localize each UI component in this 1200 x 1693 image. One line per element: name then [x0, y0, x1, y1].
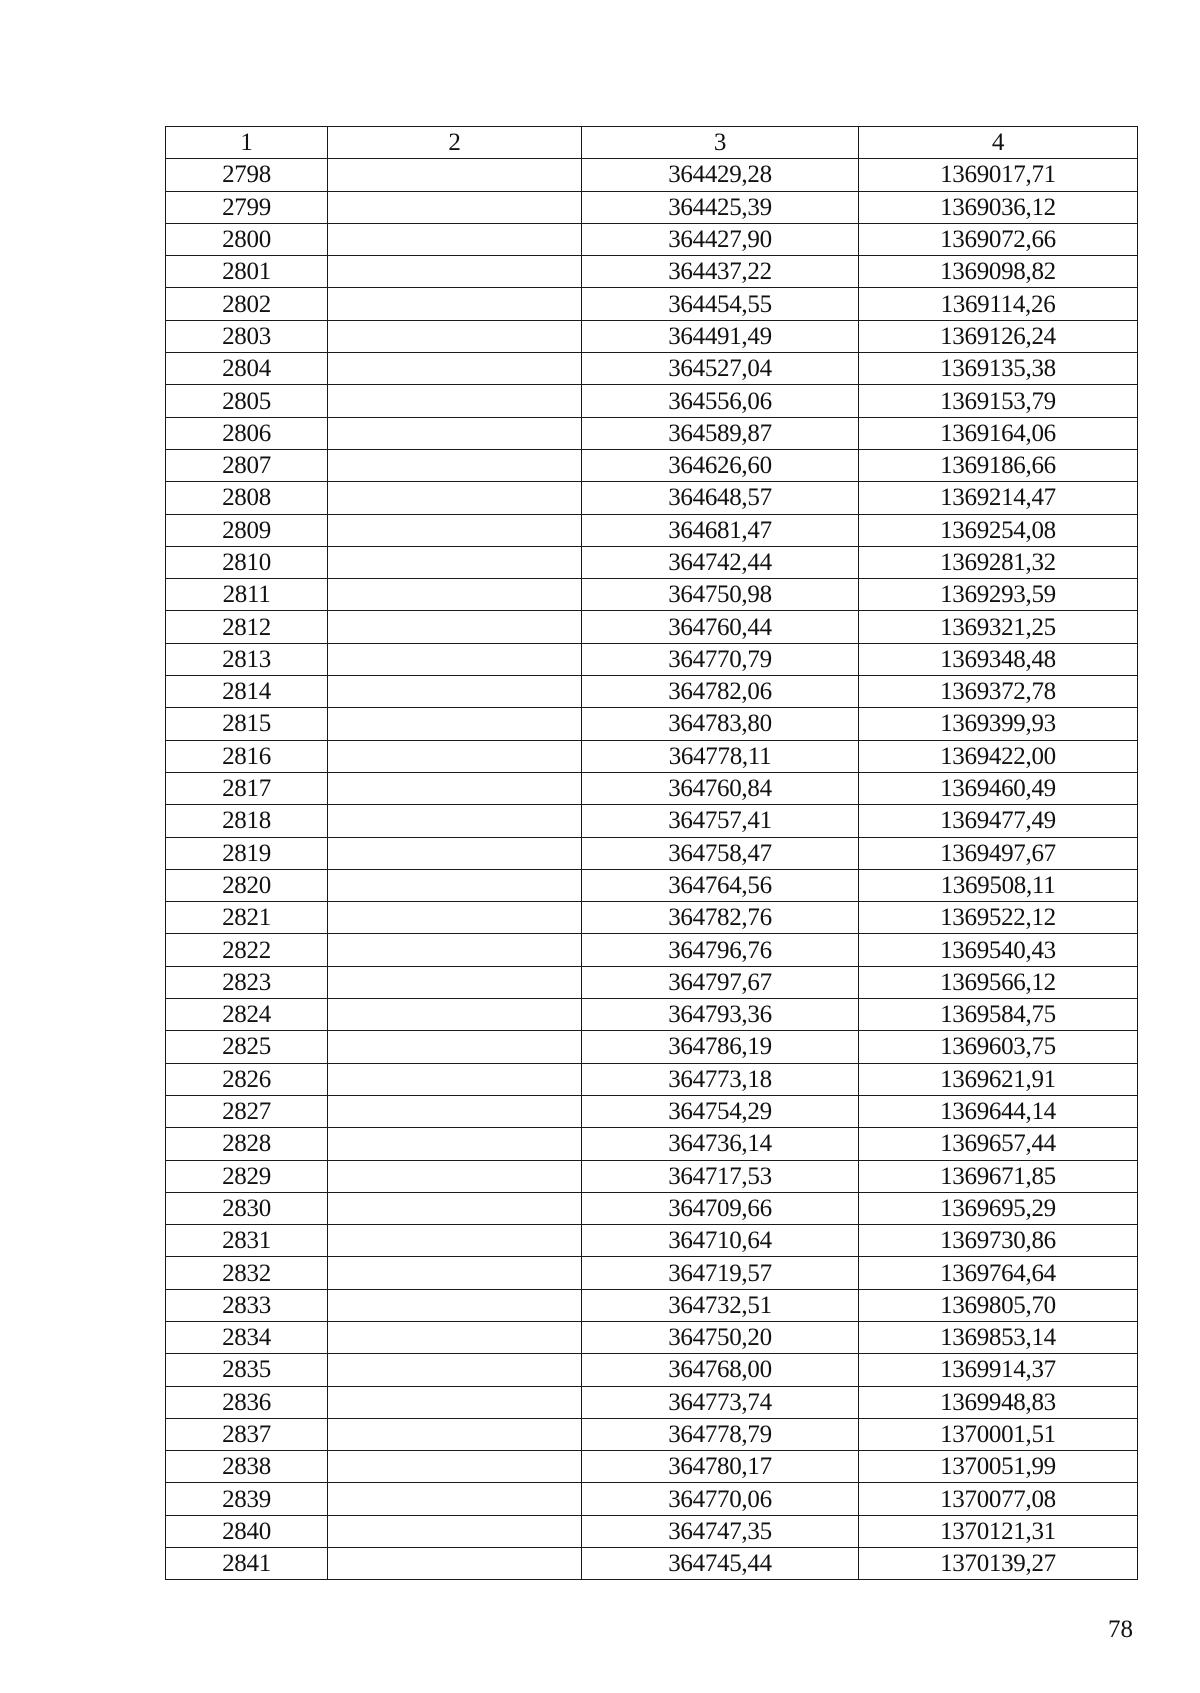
x-coordinate-cell: 364770,06 — [582, 1483, 859, 1515]
point-number-cell: 2818 — [166, 805, 328, 837]
point-number-cell: 2825 — [166, 1031, 328, 1063]
x-coordinate-cell: 364736,14 — [582, 1128, 859, 1160]
x-coordinate-cell: 364717,53 — [582, 1160, 859, 1192]
blank-cell — [328, 1386, 582, 1418]
blank-cell — [328, 740, 582, 772]
y-coordinate-cell: 1369695,29 — [859, 1192, 1138, 1224]
x-coordinate-cell: 364556,06 — [582, 385, 859, 417]
y-coordinate-cell: 1369853,14 — [859, 1321, 1138, 1353]
y-coordinate-cell: 1369540,43 — [859, 934, 1138, 966]
point-number-cell: 2819 — [166, 837, 328, 869]
point-number-cell: 2805 — [166, 385, 328, 417]
y-coordinate-cell: 1369098,82 — [859, 256, 1138, 288]
y-coordinate-cell: 1369214,47 — [859, 482, 1138, 514]
y-coordinate-cell: 1369036,12 — [859, 191, 1138, 223]
y-coordinate-cell: 1369422,00 — [859, 740, 1138, 772]
table-row — [166, 611, 1138, 643]
table-row — [166, 902, 1138, 934]
table-row — [166, 1354, 1138, 1386]
blank-cell — [328, 1225, 582, 1257]
table-row — [166, 1192, 1138, 1224]
y-coordinate-cell: 1370001,51 — [859, 1418, 1138, 1450]
point-number-cell: 2803 — [166, 320, 328, 352]
table-row — [166, 1515, 1138, 1547]
y-coordinate-cell: 1369254,08 — [859, 514, 1138, 546]
table-row — [166, 159, 1138, 191]
point-number-cell: 2837 — [166, 1418, 328, 1450]
x-coordinate-cell: 364797,67 — [582, 966, 859, 998]
coordinates-table — [165, 126, 1138, 1580]
y-coordinate-cell: 1369281,32 — [859, 546, 1138, 578]
blank-cell — [328, 353, 582, 385]
point-number-cell: 2801 — [166, 256, 328, 288]
blank-cell — [328, 999, 582, 1031]
y-coordinate-cell: 1370077,08 — [859, 1483, 1138, 1515]
y-coordinate-cell: 1369764,64 — [859, 1257, 1138, 1289]
point-number-cell: 2827 — [166, 1095, 328, 1127]
y-coordinate-cell: 1370139,27 — [859, 1548, 1138, 1580]
point-number-cell: 2813 — [166, 643, 328, 675]
blank-cell — [328, 1031, 582, 1063]
x-coordinate-cell: 364745,44 — [582, 1548, 859, 1580]
table-body — [166, 159, 1138, 1580]
point-number-cell: 2823 — [166, 966, 328, 998]
point-number-cell: 2808 — [166, 482, 328, 514]
blank-cell — [328, 514, 582, 546]
y-coordinate-cell: 1369644,14 — [859, 1095, 1138, 1127]
blank-cell — [328, 223, 582, 255]
x-coordinate-cell: 364709,66 — [582, 1192, 859, 1224]
x-coordinate-cell: 364782,06 — [582, 676, 859, 708]
point-number-cell: 2829 — [166, 1160, 328, 1192]
point-number-cell: 2828 — [166, 1128, 328, 1160]
x-coordinate-cell: 364648,57 — [582, 482, 859, 514]
table-row — [166, 1063, 1138, 1095]
point-number-cell: 2835 — [166, 1354, 328, 1386]
point-number-cell: 2833 — [166, 1289, 328, 1321]
blank-cell — [328, 1548, 582, 1580]
y-coordinate-cell: 1369072,66 — [859, 223, 1138, 255]
y-coordinate-cell: 1369566,12 — [859, 966, 1138, 998]
blank-cell — [328, 288, 582, 320]
blank-cell — [328, 1063, 582, 1095]
blank-cell — [328, 708, 582, 740]
y-coordinate-cell: 1369293,59 — [859, 579, 1138, 611]
blank-cell — [328, 449, 582, 481]
x-coordinate-cell: 364760,84 — [582, 772, 859, 804]
header-row — [166, 127, 1138, 159]
point-number-cell: 2814 — [166, 676, 328, 708]
page-number: 78 — [1108, 1616, 1133, 1643]
blank-cell — [328, 159, 582, 191]
x-coordinate-cell: 364742,44 — [582, 546, 859, 578]
blank-cell — [328, 191, 582, 223]
table-row — [166, 966, 1138, 998]
x-coordinate-cell: 364760,44 — [582, 611, 859, 643]
blank-cell — [328, 1192, 582, 1224]
point-number-cell: 2830 — [166, 1192, 328, 1224]
blank-cell — [328, 1160, 582, 1192]
x-coordinate-cell: 364780,17 — [582, 1451, 859, 1483]
y-coordinate-cell: 1369948,83 — [859, 1386, 1138, 1418]
blank-cell — [328, 966, 582, 998]
table-row — [166, 1160, 1138, 1192]
x-coordinate-cell: 364754,29 — [582, 1095, 859, 1127]
table-row — [166, 579, 1138, 611]
table-row — [166, 1095, 1138, 1127]
point-number-cell: 2804 — [166, 353, 328, 385]
y-coordinate-cell: 1369186,66 — [859, 449, 1138, 481]
y-coordinate-cell: 1369135,38 — [859, 353, 1138, 385]
y-coordinate-cell: 1369477,49 — [859, 805, 1138, 837]
table-row — [166, 1128, 1138, 1160]
table-row — [166, 999, 1138, 1031]
table-row — [166, 256, 1138, 288]
point-number-cell: 2836 — [166, 1386, 328, 1418]
blank-cell — [328, 546, 582, 578]
y-coordinate-cell: 1369126,24 — [859, 320, 1138, 352]
point-number-cell: 2816 — [166, 740, 328, 772]
blank-cell — [328, 1321, 582, 1353]
x-coordinate-cell: 364527,04 — [582, 353, 859, 385]
blank-cell — [328, 902, 582, 934]
point-number-cell: 2802 — [166, 288, 328, 320]
blank-cell — [328, 320, 582, 352]
table-row — [166, 514, 1138, 546]
blank-cell — [328, 1418, 582, 1450]
point-number-cell: 2817 — [166, 772, 328, 804]
x-coordinate-cell: 364626,60 — [582, 449, 859, 481]
blank-cell — [328, 385, 582, 417]
x-coordinate-cell: 364773,74 — [582, 1386, 859, 1418]
y-coordinate-cell: 1370121,31 — [859, 1515, 1138, 1547]
blank-cell — [328, 934, 582, 966]
table-row — [166, 353, 1138, 385]
x-coordinate-cell: 364710,64 — [582, 1225, 859, 1257]
table-row — [166, 708, 1138, 740]
blank-cell — [328, 482, 582, 514]
table-row — [166, 417, 1138, 449]
blank-cell — [328, 579, 582, 611]
point-number-cell: 2806 — [166, 417, 328, 449]
y-coordinate-cell: 1369522,12 — [859, 902, 1138, 934]
y-coordinate-cell: 1369508,11 — [859, 869, 1138, 901]
column-header-1: 1 — [166, 127, 328, 159]
blank-cell — [328, 1451, 582, 1483]
blank-cell — [328, 611, 582, 643]
blank-cell — [328, 1095, 582, 1127]
y-coordinate-cell: 1369657,44 — [859, 1128, 1138, 1160]
blank-cell — [328, 256, 582, 288]
point-number-cell: 2838 — [166, 1451, 328, 1483]
y-coordinate-cell: 1369497,67 — [859, 837, 1138, 869]
table-header — [166, 127, 1138, 159]
point-number-cell: 2822 — [166, 934, 328, 966]
y-coordinate-cell: 1369399,93 — [859, 708, 1138, 740]
y-coordinate-cell: 1369730,86 — [859, 1225, 1138, 1257]
y-coordinate-cell: 1369671,85 — [859, 1160, 1138, 1192]
blank-cell — [328, 676, 582, 708]
x-coordinate-cell: 364429,28 — [582, 159, 859, 191]
point-number-cell: 2834 — [166, 1321, 328, 1353]
blank-cell — [328, 1483, 582, 1515]
x-coordinate-cell: 364764,56 — [582, 869, 859, 901]
blank-cell — [328, 1128, 582, 1160]
x-coordinate-cell: 364778,11 — [582, 740, 859, 772]
x-coordinate-cell: 364757,41 — [582, 805, 859, 837]
y-coordinate-cell: 1369114,26 — [859, 288, 1138, 320]
y-coordinate-cell: 1369321,25 — [859, 611, 1138, 643]
table-row — [166, 288, 1138, 320]
column-header-3: 3 — [582, 127, 859, 159]
blank-cell — [328, 417, 582, 449]
x-coordinate-cell: 364454,55 — [582, 288, 859, 320]
table-row — [166, 869, 1138, 901]
table-row — [166, 643, 1138, 675]
y-coordinate-cell: 1369164,06 — [859, 417, 1138, 449]
table-row — [166, 1418, 1138, 1450]
table-row — [166, 1451, 1138, 1483]
x-coordinate-cell: 364427,90 — [582, 223, 859, 255]
y-coordinate-cell: 1369914,37 — [859, 1354, 1138, 1386]
table-row — [166, 482, 1138, 514]
y-coordinate-cell: 1369372,78 — [859, 676, 1138, 708]
x-coordinate-cell: 364681,47 — [582, 514, 859, 546]
x-coordinate-cell: 364773,18 — [582, 1063, 859, 1095]
y-coordinate-cell: 1369460,49 — [859, 772, 1138, 804]
point-number-cell: 2841 — [166, 1548, 328, 1580]
blank-cell — [328, 1515, 582, 1547]
x-coordinate-cell: 364425,39 — [582, 191, 859, 223]
column-header-4: 4 — [859, 127, 1138, 159]
point-number-cell: 2832 — [166, 1257, 328, 1289]
point-number-cell: 2840 — [166, 1515, 328, 1547]
y-coordinate-cell: 1369621,91 — [859, 1063, 1138, 1095]
x-coordinate-cell: 364786,19 — [582, 1031, 859, 1063]
x-coordinate-cell: 364782,76 — [582, 902, 859, 934]
table-row — [166, 805, 1138, 837]
y-coordinate-cell: 1369153,79 — [859, 385, 1138, 417]
blank-cell — [328, 643, 582, 675]
x-coordinate-cell: 364750,98 — [582, 579, 859, 611]
table-row — [166, 320, 1138, 352]
x-coordinate-cell: 364589,87 — [582, 417, 859, 449]
table-row — [166, 1548, 1138, 1580]
x-coordinate-cell: 364437,22 — [582, 256, 859, 288]
y-coordinate-cell: 1369805,70 — [859, 1289, 1138, 1321]
blank-cell — [328, 805, 582, 837]
x-coordinate-cell: 364491,49 — [582, 320, 859, 352]
point-number-cell: 2824 — [166, 999, 328, 1031]
blank-cell — [328, 1289, 582, 1321]
x-coordinate-cell: 364793,36 — [582, 999, 859, 1031]
x-coordinate-cell: 364778,79 — [582, 1418, 859, 1450]
table-row — [166, 740, 1138, 772]
table-row — [166, 676, 1138, 708]
point-number-cell: 2812 — [166, 611, 328, 643]
column-header-2: 2 — [328, 127, 582, 159]
x-coordinate-cell: 364750,20 — [582, 1321, 859, 1353]
x-coordinate-cell: 364758,47 — [582, 837, 859, 869]
y-coordinate-cell: 1369584,75 — [859, 999, 1138, 1031]
y-coordinate-cell: 1369348,48 — [859, 643, 1138, 675]
blank-cell — [328, 869, 582, 901]
table-row — [166, 1386, 1138, 1418]
blank-cell — [328, 1257, 582, 1289]
point-number-cell: 2809 — [166, 514, 328, 546]
table-row — [166, 1257, 1138, 1289]
point-number-cell: 2799 — [166, 191, 328, 223]
table-row — [166, 546, 1138, 578]
table-row — [166, 934, 1138, 966]
table-row — [166, 772, 1138, 804]
point-number-cell: 2839 — [166, 1483, 328, 1515]
point-number-cell: 2820 — [166, 869, 328, 901]
table-row — [166, 449, 1138, 481]
blank-cell — [328, 837, 582, 869]
table-row — [166, 223, 1138, 255]
table-row — [166, 837, 1138, 869]
x-coordinate-cell: 364783,80 — [582, 708, 859, 740]
y-coordinate-cell: 1369017,71 — [859, 159, 1138, 191]
x-coordinate-cell: 364719,57 — [582, 1257, 859, 1289]
point-number-cell: 2798 — [166, 159, 328, 191]
table-row — [166, 1031, 1138, 1063]
point-number-cell: 2807 — [166, 449, 328, 481]
x-coordinate-cell: 364768,00 — [582, 1354, 859, 1386]
table-row — [166, 191, 1138, 223]
table-row — [166, 1321, 1138, 1353]
point-number-cell: 2800 — [166, 223, 328, 255]
point-number-cell: 2815 — [166, 708, 328, 740]
x-coordinate-cell: 364732,51 — [582, 1289, 859, 1321]
table-row — [166, 385, 1138, 417]
blank-cell — [328, 772, 582, 804]
point-number-cell: 2826 — [166, 1063, 328, 1095]
point-number-cell: 2831 — [166, 1225, 328, 1257]
x-coordinate-cell: 364796,76 — [582, 934, 859, 966]
blank-cell — [328, 1354, 582, 1386]
point-number-cell: 2810 — [166, 546, 328, 578]
x-coordinate-cell: 364747,35 — [582, 1515, 859, 1547]
table-row — [166, 1289, 1138, 1321]
table-row — [166, 1483, 1138, 1515]
table-row — [166, 1225, 1138, 1257]
point-number-cell: 2821 — [166, 902, 328, 934]
point-number-cell: 2811 — [166, 579, 328, 611]
y-coordinate-cell: 1370051,99 — [859, 1451, 1138, 1483]
y-coordinate-cell: 1369603,75 — [859, 1031, 1138, 1063]
x-coordinate-cell: 364770,79 — [582, 643, 859, 675]
